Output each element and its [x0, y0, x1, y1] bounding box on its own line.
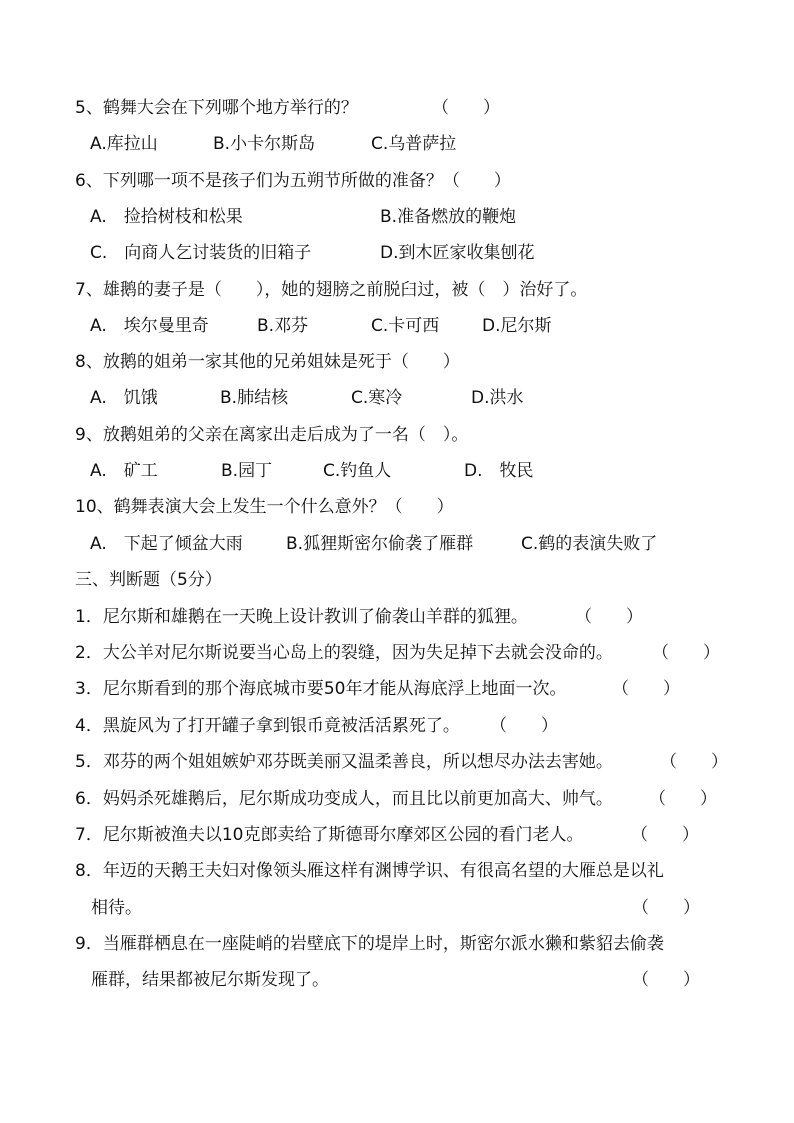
- judge-text: 2．大公羊对尼尔斯说要当心岛上的裂缝，因为失足掉下去就会没命的。: [75, 643, 613, 663]
- judge-text-continued: 雁群，结果都被尼尔斯发现了。: [91, 970, 329, 990]
- option-c: C.寒冷: [351, 388, 403, 408]
- option-b: B.邓芬: [257, 316, 309, 336]
- option-a: A. 捡拾树枝和松果: [90, 207, 243, 227]
- question-stem: 8、放鹅的姐弟一家其他的兄弟姐妹是死于（ ）: [75, 352, 460, 372]
- option-b: B.狐狸斯密尔偷袭了雁群: [286, 534, 474, 554]
- option-b: B.园丁: [221, 461, 273, 481]
- question-stem: 7、雄鹅的妻子是（ ），她的翅膀之前脱臼过，被（ ）治好了。: [75, 280, 588, 300]
- question-stem: 6、下列哪一项不是孩子们为五朔节所做的准备？（ ）: [75, 171, 511, 191]
- answer-blank: （ ）: [652, 643, 720, 663]
- answer-blank: （ ）: [632, 898, 700, 918]
- question-stem: 10、鹤舞表演大会上发生一个什么意外？（ ）: [75, 497, 454, 517]
- option-d: D. 牧民: [464, 461, 534, 481]
- section-heading: 三、判断题（5分）: [75, 570, 222, 590]
- option-c: C.钓鱼人: [323, 461, 392, 481]
- judge-text-continued: 相待。: [91, 898, 142, 918]
- judge-text: 1．尼尔斯和雄鹅在一天晚上设计教训了偷袭山羊群的狐狸。: [75, 607, 528, 627]
- option-b: B.肺结核: [220, 388, 289, 408]
- judge-text: 9．当雁群栖息在一座陡峭的岩壁底下的堤岸上时，斯密尔派水獭和紫貂去偷袭: [75, 934, 664, 954]
- judge-text: 4．黑旋风为了打开罐子拿到银币竟被活活累死了。: [75, 716, 460, 736]
- judge-text: 6．妈妈杀死雄鹅后，尼尔斯成功变成人，而且比以前更加高大、帅气。: [75, 789, 613, 809]
- option-a: A.库拉山: [90, 134, 158, 154]
- judge-text: 3．尼尔斯看到的那个海底城市要50年才能从海底浮上地面一次。: [75, 679, 567, 699]
- option-d: D.洪水: [471, 388, 524, 408]
- answer-blank: （ ）: [490, 716, 558, 736]
- answer-blank: （ ）: [575, 607, 643, 627]
- option-a: A. 埃尔曼里奇: [90, 316, 209, 336]
- question-stem: 9、放鹅姐弟的父亲在离家出走后成为了一名（ ）。: [75, 425, 469, 445]
- answer-blank: （ ）: [632, 970, 700, 990]
- option-c: C.卡可西: [371, 316, 440, 336]
- option-b: B.小卡尔斯岛: [213, 134, 316, 154]
- judge-text: 8．年迈的天鹅王夫妇对像领头雁这样有渊博学识、有很高名望的大雁总是以礼: [75, 861, 664, 881]
- question-stem: 5、鹤舞大会在下列哪个地方举行的？: [75, 98, 358, 118]
- answer-blank: （ ）: [432, 98, 500, 118]
- option-a: A. 饥饿: [90, 388, 158, 408]
- answer-blank: （ ）: [660, 752, 728, 772]
- option-c: C.鹤的表演失败了: [521, 534, 658, 554]
- option-d: D.到木匠家收集刨花: [380, 243, 535, 263]
- option-b: B.准备燃放的鞭炮: [380, 207, 517, 227]
- answer-blank: （ ）: [649, 789, 717, 809]
- answer-blank: （ ）: [612, 679, 680, 699]
- judge-text: 5．邓芬的两个姐姐嫉妒邓芬既美丽又温柔善良，所以想尽办法去害她。: [75, 752, 613, 772]
- judge-text: 7．尼尔斯被渔夫以10克郎卖给了斯德哥尔摩郊区公园的看门老人。: [75, 825, 584, 845]
- option-c: C.乌普萨拉: [371, 134, 457, 154]
- option-a: A. 下起了倾盆大雨: [90, 534, 243, 554]
- option-d: D.尼尔斯: [482, 316, 552, 336]
- option-a: A. 矿工: [90, 461, 158, 481]
- answer-blank: （ ）: [631, 825, 699, 845]
- option-c: C. 向商人乞讨装货的旧箱子: [90, 243, 312, 263]
